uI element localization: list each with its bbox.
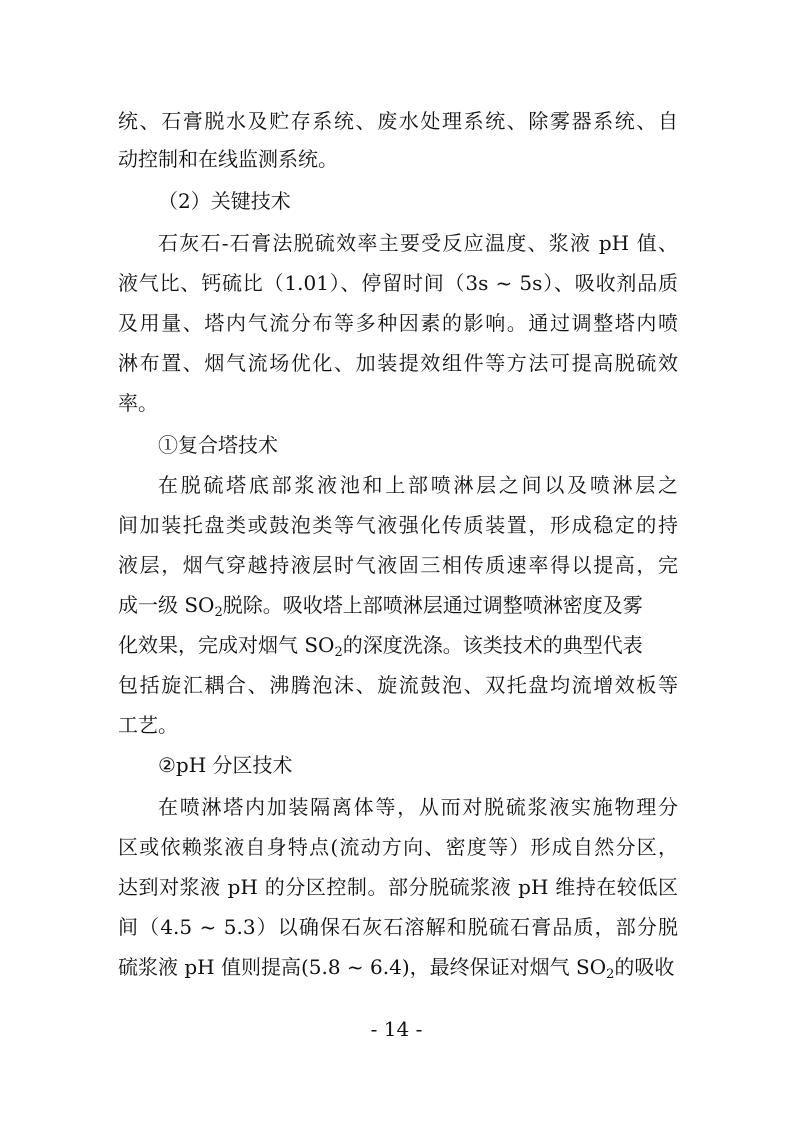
body-line-5: 液气比、钙硫比（1.01）、停留时间（3s ~ 5s）、吸收剂品质	[118, 271, 678, 295]
body-line-6: 及用量、塔内气流分布等多种因素的影响。通过调整塔内喷	[118, 311, 678, 335]
so-symbol: SO	[304, 633, 335, 657]
text-segment: 硫浆液 pH 值则提高(5.8 ~ 6.4)，最终保证对烟气	[118, 955, 577, 979]
body-line-20: 达到对浆液 pH 的分区控制。部分脱硫浆液 pH 维持在较低区	[118, 875, 678, 899]
text-segment: 脱除。吸收塔上部喷淋层通过调整喷淋密度及雾	[222, 593, 643, 617]
so2-formula	[576, 955, 615, 982]
body-line-2: 动控制和在线监测系统。	[118, 147, 338, 171]
so-symbol: SO	[576, 955, 607, 979]
body-line-1: 统、石膏脱水及贮存系统、废水处理系统、除雾器系统、自	[118, 109, 678, 133]
so2-formula	[304, 633, 343, 660]
body-line-4: 石灰石-石膏法脱硫效率主要受反应温度、浆液 pH 值、	[158, 231, 678, 255]
so-symbol: SO	[184, 593, 215, 617]
text-segment: 化效果，完成对烟气	[118, 633, 305, 657]
text-segment: 的深度洗涤。该类技术的典型代表	[342, 633, 643, 657]
text-segment: 的吸收	[614, 955, 675, 979]
subscript-2: 2	[606, 967, 615, 982]
body-line-22	[118, 950, 678, 984]
body-line-7: 淋布置、烟气流场优化、加装提效组件等方法可提高脱硫效	[118, 351, 678, 375]
body-line-13	[118, 588, 678, 622]
body-line-21: 间（4.5 ~ 5.3）以确保石灰石溶解和脱硫石膏品质，部分脱	[118, 915, 678, 939]
text-segment: 成一级	[118, 593, 178, 617]
body-line-19: 区或依赖浆液自身特点(流动方向、密度等）形成自然分区，	[118, 835, 678, 859]
body-line-8: 率。	[118, 391, 158, 415]
body-line-12: 液层，烟气穿越持液层时气液固三相传质速率得以提高，完	[118, 553, 678, 577]
body-line-14	[118, 628, 678, 662]
subscript-2: 2	[214, 605, 223, 620]
body-line-11: 间加装托盘类或鼓泡类等气液强化传质装置，形成稳定的持	[118, 513, 678, 537]
body-line-15: 包括旋汇耦合、沸腾泡沫、旋流鼓泡、双托盘均流增效板等	[118, 673, 678, 697]
body-line-18: 在喷淋塔内加装隔离体等，从而对脱硫浆液实施物理分	[158, 795, 678, 819]
subscript-2: 2	[334, 645, 343, 660]
subheading-composite-tower: ①复合塔技术	[158, 433, 278, 457]
body-line-10: 在脱硫塔底部浆液池和上部喷淋层之间以及喷淋层之	[158, 473, 678, 497]
section-heading-key-tech: （2）关键技术	[158, 189, 291, 213]
subheading-ph-zoning: ②pH 分区技术	[158, 753, 293, 777]
so2-formula	[184, 593, 223, 620]
page-number: - 14 -	[370, 1017, 423, 1041]
body-line-16: 工艺。	[118, 713, 178, 737]
